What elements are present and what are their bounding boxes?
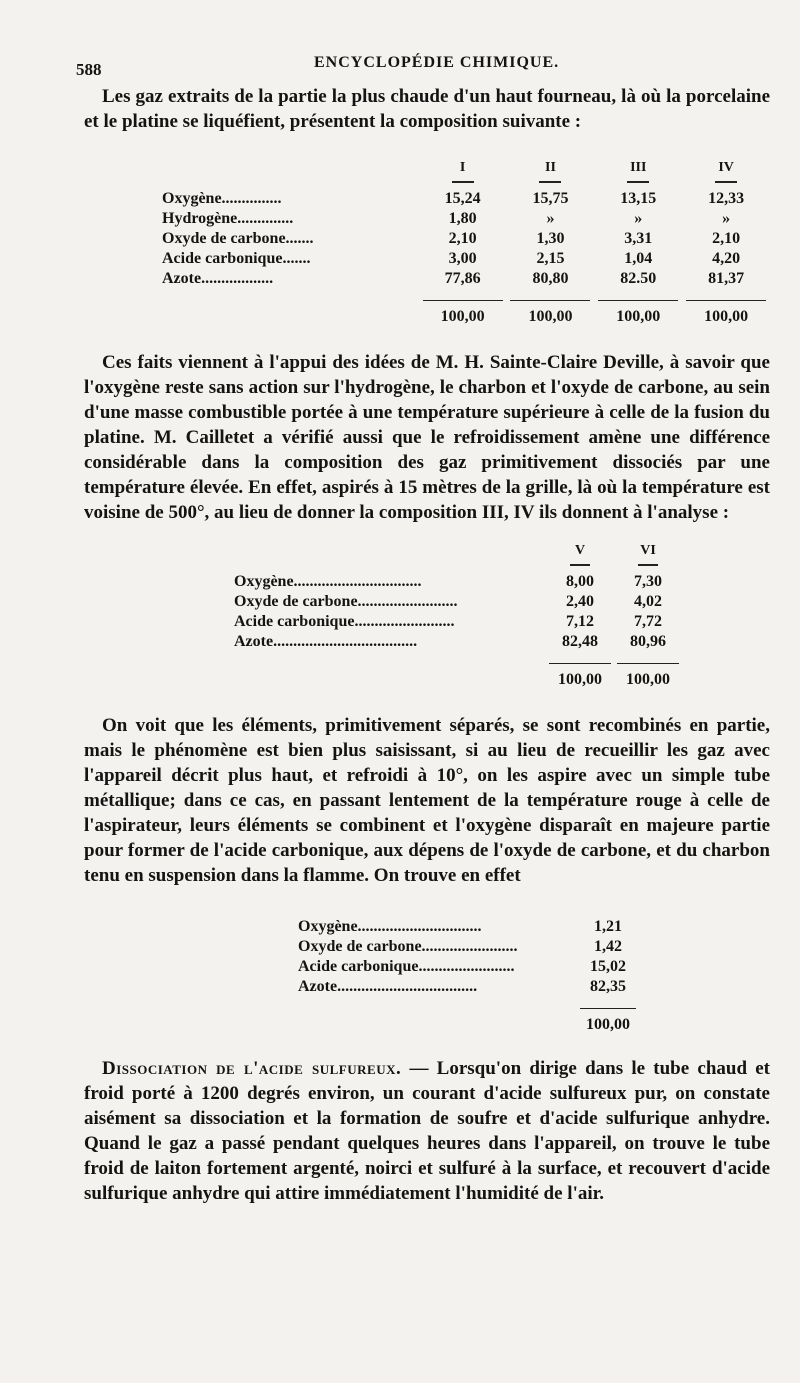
table-row <box>234 571 770 591</box>
table-cell: 2,10 <box>712 230 741 247</box>
running-head <box>76 50 770 80</box>
column-header: I <box>459 160 466 175</box>
total-cell: 100,00 <box>558 671 602 688</box>
paragraph-2: Ces faits viennent à l'appui des idées de M. H. Sainte-Claire Deville, à savoir que l'oxygène reste sans action sur l'hydrogène, le charbon et l'oxyde de carbone, au sein d'une masse combustible portée à une température supérieure à celle de la fusion du platine. M. Cailletet a vérifié aussi que le refroidissement amène une différence considérable dans la composition des gaz primitivement dissociés par une température élevée. En effet, aspirés à 15 mètres de la grille, là où la température est voisine de 500°, au lieu de donner la composition III, IV ils donnent à l'analyse : <box>84 352 770 523</box>
table-cell: 1,30 <box>536 230 565 247</box>
table-row <box>298 916 770 936</box>
table-row <box>162 228 770 248</box>
column-header: III <box>630 160 647 175</box>
table-cell: 3,00 <box>448 250 477 267</box>
table-row <box>298 956 770 976</box>
row-label: Acide carbonique....... <box>162 250 311 267</box>
table-row <box>234 591 770 611</box>
column-header: V <box>574 543 586 558</box>
table-cell: 7,30 <box>634 573 662 590</box>
row-label: Azote................................... <box>298 978 478 995</box>
table-cell: 1,21 <box>594 918 622 935</box>
table-cell: 15,75 <box>532 190 569 207</box>
total-cell: 100,00 <box>528 308 573 325</box>
sum-rule <box>298 996 770 1014</box>
table-cell: 15,02 <box>590 958 626 975</box>
total-cell: 100,00 <box>704 308 749 325</box>
row-label: Oxygène............................... <box>298 918 482 935</box>
table-cell: » <box>546 210 555 227</box>
table-row <box>162 248 770 268</box>
table-cell: 1,42 <box>594 938 622 955</box>
row-label: Hydrogène.............. <box>162 210 294 227</box>
total-cell: 100,00 <box>616 308 661 325</box>
table-cell: 7,72 <box>634 613 662 630</box>
table-cell: 2,10 <box>448 230 477 247</box>
sum-rule <box>162 288 770 306</box>
composition-table-3 <box>298 916 770 1034</box>
paragraph-1: Les gaz extraits de la partie la plus chaude d'un haut fourneau, là où la porcelaine et le platine se liquéfient, présentent la composition suivante : <box>84 86 770 132</box>
column-header: II <box>545 160 556 175</box>
table-row <box>162 208 770 228</box>
table-cell: 77,86 <box>444 270 481 287</box>
column-header: VI <box>640 543 656 558</box>
totals-row <box>234 669 770 689</box>
table-cell: 80,80 <box>532 270 569 287</box>
table-row <box>298 936 770 956</box>
table-cell: 82,48 <box>562 633 598 650</box>
paragraph-4 <box>84 1056 770 1206</box>
table-cell: 8,00 <box>566 573 594 590</box>
row-label: Acide carbonique......................... <box>234 613 455 630</box>
paragraph-4-text: — Lorsqu'on dirige dans le tube chaud et froid porté à 1200 degrés environ, un courant d'acide sulfureux pur, on constate aisément sa dissociation et la formation de soufre et d'acide sulfurique anhydre. Quand le gaz a passé pendant quelques heures dans l'appareil, on trouve le tube froid de laiton fortement argenté, noirci et sulfuré à la surface, et recouvert d'acide sulfurique anhydre qui attire immédiatement l'humidité de l'air. <box>84 1058 771 1204</box>
total-cell: 100,00 <box>626 671 670 688</box>
table-row <box>298 976 770 996</box>
total-cell: 100,00 <box>586 1016 630 1033</box>
table-row <box>162 268 770 288</box>
table-row <box>234 611 770 631</box>
totals-row <box>298 1014 770 1034</box>
composition-table-1 <box>162 154 770 326</box>
section-heading: Dissociation de l'acide sulfureux. <box>102 1058 402 1079</box>
table-cell: » <box>634 210 643 227</box>
composition-table-2 <box>234 535 770 689</box>
table-cell: 82,35 <box>590 978 626 995</box>
table-cell: 12,33 <box>708 190 745 207</box>
table-header-row <box>234 535 770 559</box>
table-cell: 2,40 <box>566 593 594 610</box>
table-row <box>162 188 770 208</box>
running-title: ENCYCLOPÉDIE CHIMIQUE. <box>314 54 560 71</box>
page-number: 588 <box>76 60 102 79</box>
row-label: Azote.................. <box>162 270 274 287</box>
table-cell: 3,31 <box>624 230 653 247</box>
paragraph-3: On voit que les éléments, primitivement séparés, se sont recombinés en partie, mais le phénomène est bien plus saisissant, si au lieu de recueillir les gaz avec l'appareil décrit plus haut, et refroidi à 10°, on les aspire avec un simple tube métallique; dans ce cas, en passant lentement de la température rouge à celle de l'aspirateur, leurs éléments se combinent et l'oxygène disparaît en majeure partie pour former de l'acide carbonique, aux dépens de l'oxyde de carbone, et du charbon tenu en suspension dans la flamme. On trouve en effet <box>84 715 770 886</box>
table-cell: » <box>722 210 731 227</box>
table-row <box>234 631 770 651</box>
table-cell: 1,04 <box>624 250 653 267</box>
table-cell: 2,15 <box>536 250 565 267</box>
total-cell: 100,00 <box>440 308 485 325</box>
page <box>0 50 800 1383</box>
row-label: Acide carbonique........................ <box>298 958 515 975</box>
table-cell: 15,24 <box>444 190 481 207</box>
row-label: Oxyde de carbone......................... <box>234 593 458 610</box>
table-cell: 1,80 <box>448 210 477 227</box>
column-header: IV <box>718 160 734 175</box>
table-cell: 7,12 <box>566 613 594 630</box>
row-label: Oxygène............... <box>162 190 282 207</box>
sum-rule <box>234 651 770 669</box>
row-label: Azote.................................... <box>234 633 418 650</box>
row-label: Oxyde de carbone....... <box>162 230 314 247</box>
table-cell: 4,02 <box>634 593 662 610</box>
row-label: Oxyde de carbone........................ <box>298 938 518 955</box>
table-cell: 80,96 <box>630 633 666 650</box>
table-cell: 13,15 <box>620 190 657 207</box>
table-cell: 4,20 <box>712 250 741 267</box>
totals-row <box>162 306 770 326</box>
row-label: Oxygène................................ <box>234 573 422 590</box>
table-cell: 81,37 <box>708 270 745 287</box>
table-cell: 82.50 <box>620 270 657 287</box>
